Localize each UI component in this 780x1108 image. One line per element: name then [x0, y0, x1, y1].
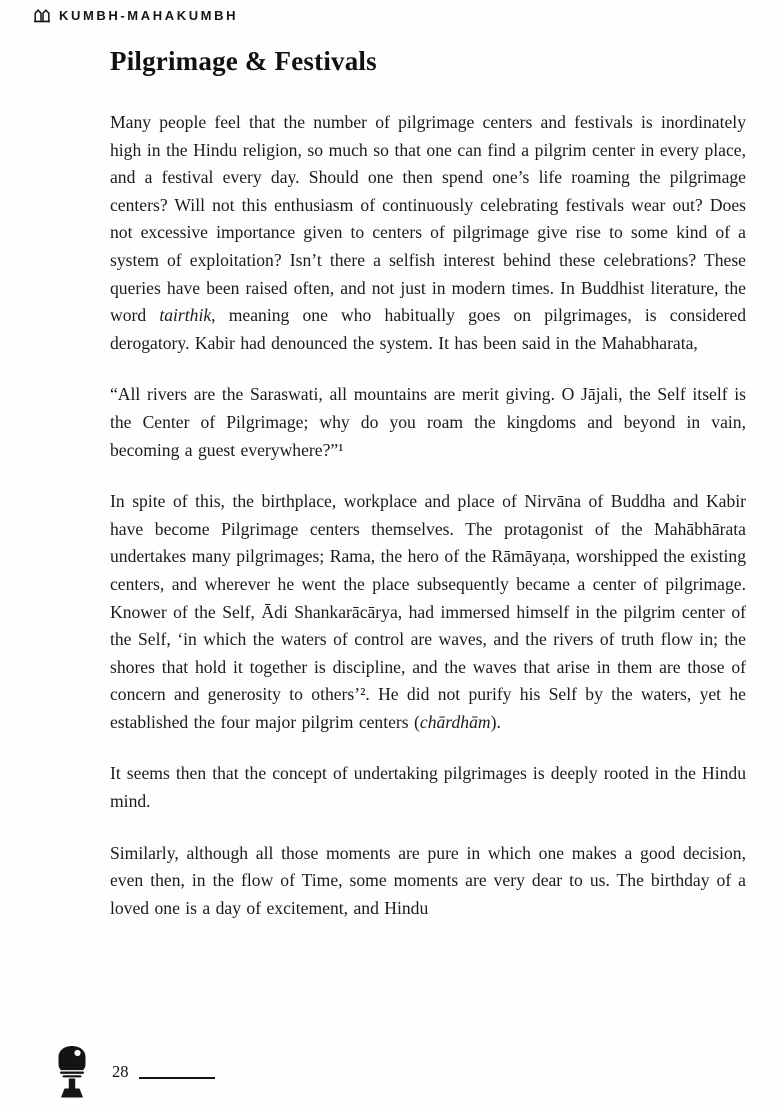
text-column — [110, 46, 746, 922]
text-run: ). — [490, 711, 501, 732]
italic-run: tairthik — [159, 305, 212, 326]
paragraph — [110, 488, 746, 736]
chapter-title: Pilgrimage & Festivals — [110, 46, 377, 76]
text-run: , meaning one who habitually goes on pilgrimages, is considered derogatory. Kabir had denounced the system. It has been said in the Mahabharata, — [110, 305, 747, 353]
paragraph — [110, 109, 746, 357]
running-header — [34, 8, 238, 23]
text-run: Many people feel that the number of pilgrimage centers and festivals is inordinately high in the Hindu religion, so much so that one can find a pilgrim center in every place, and a festival every day. Should one then spend one’s life roaming the pilgrimage centers? Will not this enthusiasm of continuously celebrating festivals wear out? Does not excessive importance given to centers of pilgrimage give rise to some kind of a system of exploitation? Isn’t there a selfish interest behind these celebrations? These queries have been raised often, and not just in modern times. In Buddhist literature, the word — [110, 112, 746, 326]
text-run: “All rivers are the Saraswati, all mountains are merit giving. O Jājali, the Self itself is the Center of Pilgrimage; why do you roam the kingdoms and beyond in vain, becoming a guest everywhere?”¹ — [110, 384, 746, 460]
page-number-block — [112, 1062, 215, 1082]
page-number-rule — [139, 1077, 215, 1079]
publisher-mark-icon — [34, 9, 50, 23]
paragraph — [110, 381, 746, 464]
text-run: In spite of this, the birthplace, workplace and place of Nirvāna of Buddha and Kabir have become Pilgrimage centers themselves. The protagonist of the Mahābhārata undertakes many pilgrimages; Rama, the hero of the Rāmāyaṇa, worshipped the existing centers, and wherever he went the place subsequently became a center of pilgrimage. Knower of the Self, Ādi Shankarācārya, had immersed himself in the pilgrim center of the Self, ‘in which the waters of control are waves, and the rivers of truth flow in; the shores that hold it together is discipline, and the waves that arise in them are those of concern and generosity to others’². He did not purify his Self by the waters, yet he established the four major pilgrim centers ( — [110, 491, 746, 732]
microphone-lamp-icon — [52, 1045, 92, 1104]
paragraph — [110, 840, 746, 923]
page-number: 28 — [112, 1062, 129, 1081]
running-title: KUMBH-MAHAKUMBH — [59, 8, 239, 23]
text-run: Similarly, although all those moments are pure in which one makes a good decision, even then, in the flow of Time, some moments are very dear to us. The birthday of a loved one is a day of excitement, and Hindu — [110, 842, 746, 918]
paragraph — [110, 760, 746, 815]
paragraphs — [110, 109, 746, 922]
italic-run: chārdhām — [419, 711, 491, 732]
text-run: It seems then that the concept of undertaking pilgrimages is deeply rooted in the Hindu mind. — [110, 763, 746, 812]
